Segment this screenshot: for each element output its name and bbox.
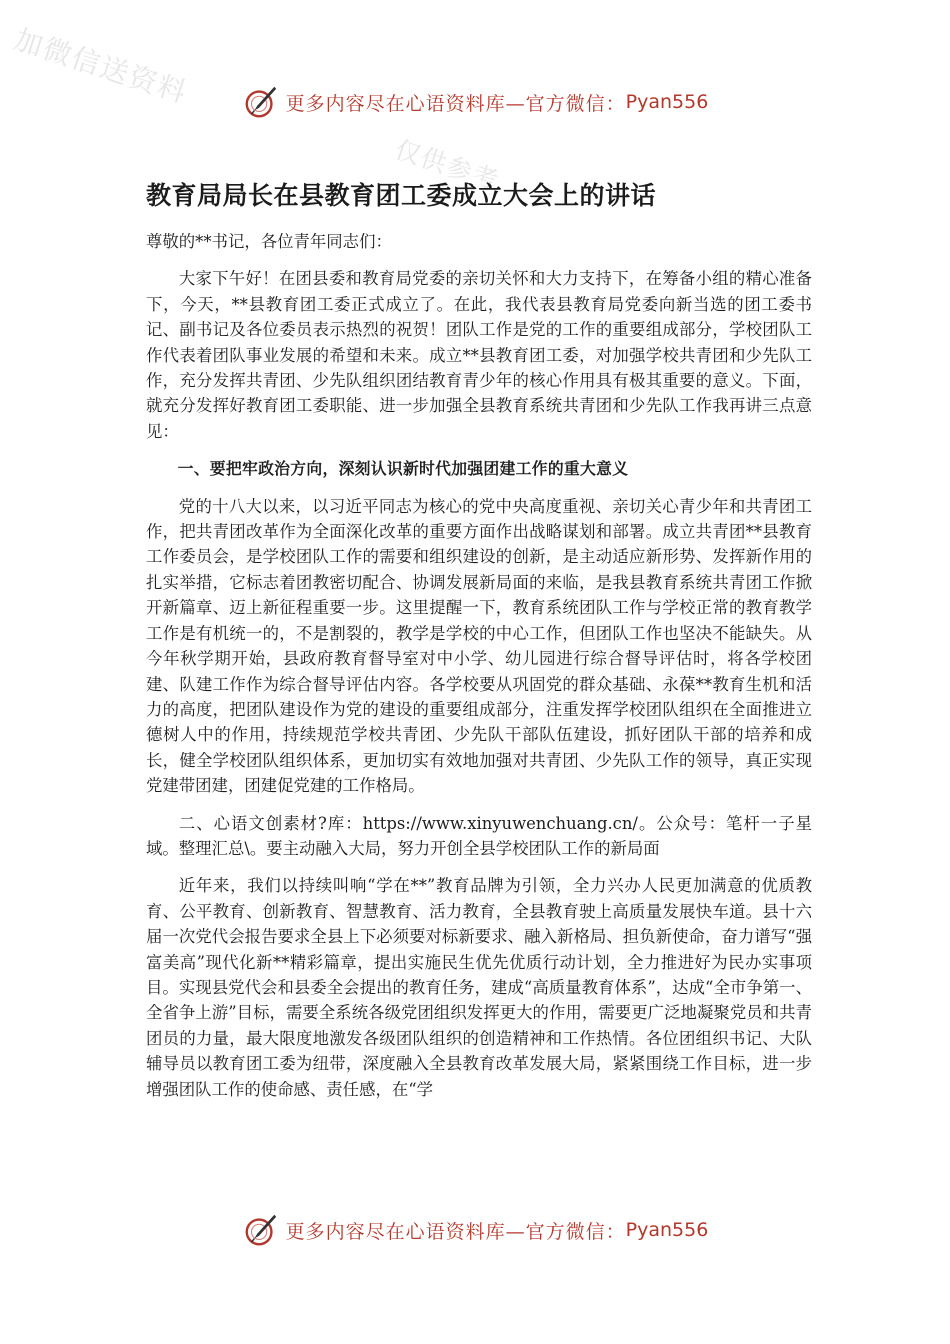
watermark-top-left: 加微信送资料 bbox=[10, 22, 192, 110]
promo-wechat-id: Pyan556 bbox=[625, 1219, 709, 1241]
page-title: 教育局局长在县教育团工委成立大会上的讲话 bbox=[146, 181, 657, 210]
intro-paragraph: 大家下午好！在团县委和教育局党委的亲切关怀和大力支持下，在筹备小组的精心准备下，今天，**县教育团工委正式成立了。在此，我代表县教育局党委向新当选的团工委书记、副书记及各位委员表示热烈的祝贺！团队工作是党的工作的重要组成部分，学校团队工作代表着团队事业发展的希望和未来。成立**县教育团工委，对加强学校共青团和少先队工作，充分发挥共青团、少先队组织团结教育青少年的核心作用具有极其重要的意义。下面，就充分发挥好教育团工委职能、进一步加强全县教育系统共青团和少先队工作我再讲三点意见： bbox=[146, 269, 812, 441]
section-2-heading: 二、心语文创素材?库：https://www.xinyuwenchuang.cn/。公众号：笔杆一子星域。整理汇总\。要主动融入大局，努力开创全县学校团队工作的新局面 bbox=[146, 813, 812, 858]
promo-text: 更多内容尽在心语资料库—官方微信： bbox=[285, 92, 626, 115]
pen-logo-icon bbox=[242, 1211, 280, 1249]
promo-text: 更多内容尽在心语资料库—官方微信： bbox=[285, 1220, 626, 1243]
section-1-paragraph: 党的十八大以来，以习近平同志为核心的党中央高度重视、亲切关心青少年和共青团工作，把共青团改革作为全面深化改革的重要方面作出战略谋划和部署。成立共青团**县教育工作委员会，是学校团队工作的需要和组织建设的创新，是主动适应新形势、发挥新作用的扎实举措，它标志着团教密切配合、协调发展新局面的来临，是我县教育系统共青团工作掀开新篇章、迈上新征程重要一步。这里提醒一下，教育系统团队工作与学校正常的教育教学工作是有机统一的，不是割裂的，教学是学校的中心工作，但团队工作也坚决不能缺失。从今年秋学期开始，县政府教育督导室对中小学、幼儿园进行综合督导评估时，将各学校团建、队建工作作为综合督导评估内容。各学校要从巩固党的群众基础、永葆**教育生机和活力的高度，把团队建设作为党的建设的重要组成部分，注重发挥学校团队组织在全面推进立德树人中的作用，持续规范学校共青团、少先队干部队伍建设，抓好团队干部的培养和成长，健全学校团队组织体系，更加切实有效地加强对共青团、少先队工作的领导，真正实现党建带团建，团建促党建的工作格局。 bbox=[146, 496, 812, 796]
promo-banner-top bbox=[0, 82, 950, 122]
section-2-paragraph: 近年来，我们以持续叫响“学在**”教育品牌为引领，全力兴办人民更加满意的优质教育、公平教育、创新教育、智慧教育、活力教育，全县教育驶上高质量发展快车道。县十六届一次党代会报告要求全县上下必须要对标新要求、融入新格局、担负新使命，奋力谱写“强富美高”现代化新**精彩篇章，提出实施民生优先优质行动计划，全力推进好为民办实事项目。实现县党代会和县委全会提出的教育任务，建成“高质量教育体系”，达成“全市争第一、全省争上游”目标，需要全系统各级党团组织发挥更大的作用，需要更广泛地凝聚党员和共青团员的力量，最大限度地激发各级团队组织的创造精神和工作热情。各位团组织书记、大队辅导员以教育团工委为纽带，深度融入全县教育改革发展大局，紧紧围绕工作目标，进一步增强团队工作的使命感、责任感，在“学 bbox=[146, 876, 812, 1099]
section-1-heading: 一、要把牢政治方向，深刻认识新时代加强团建工作的重大意义 bbox=[177, 459, 629, 479]
watermark-top-right: 仅供参考 bbox=[391, 134, 504, 196]
promo-wechat-id: Pyan556 bbox=[625, 91, 709, 113]
salutation: 尊敬的**书记，各位青年同志们： bbox=[146, 232, 392, 251]
promo-banner-bottom bbox=[0, 1210, 950, 1250]
document-body bbox=[146, 229, 812, 1102]
pen-logo-icon bbox=[242, 83, 280, 121]
